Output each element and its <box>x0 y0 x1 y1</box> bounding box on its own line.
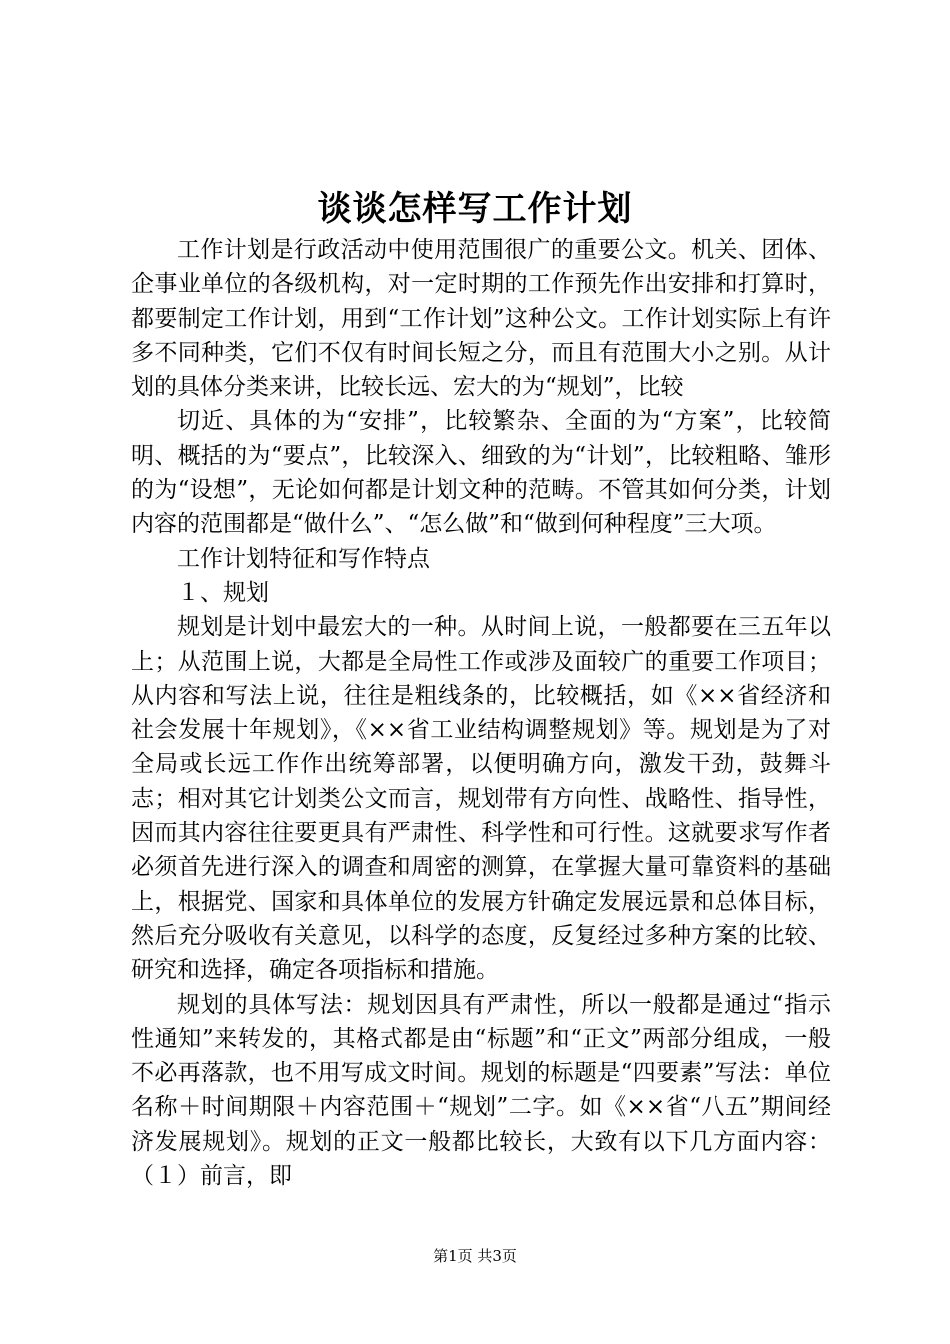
subsection-heading: １、规划 <box>177 579 269 606</box>
page-footer: 第1页 共3页 <box>433 1247 517 1265</box>
section-heading: 工作计划特征和写作特点 <box>177 545 430 572</box>
paragraph: 工作计划是行政活动中使用范围很广的重要公文。机关、团体、企事业单位的各级机构，对一定时期的工作预先作出安排和打算时，都要制定工作计划，用到“工作计划”这种公文。工作计划实际上有许多不同种类，它们不仅有时间长短之分，而且有范围大小之别。从计划的具体分类来讲，比较长远、宏大的为“规划”，比较 <box>131 237 831 401</box>
document-title: 谈谈怎样写工作计划 <box>317 189 633 229</box>
document-body <box>131 233 831 1193</box>
paragraph: 规划的具体写法：规划因具有严肃性，所以一般都是通过“指示性通知”来转发的，其格式都是由“标题”和“正文”两部分组成，一般不必再落款，也不用写成文时间。规划的标题是“四要素”写法：单位名称＋时间期限＋内容范围＋“规划”二字。如《××省“八五”期间经济发展规划》。规划的正文一般都比较长，大致有以下几方面内容：（１）前言，即 <box>131 991 831 1190</box>
paragraph: 切近、具体的为“安排”，比较繁杂、全面的为“方案”，比较简明、概括的为“要点”，比较深入、细致的为“计划”，比较粗略、雏形的为“设想”，无论如何都是计划文种的范畴。不管其如何分类，计划内容的范围都是“做什么”、“怎么做”和“做到何种程度”三大项。 <box>131 408 831 538</box>
paragraph: 规划是计划中最宏大的一种。从时间上说，一般都要在三五年以上；从范围上说，大都是全局性工作或涉及面较广的重要工作项目；从内容和写法上说，往往是粗线条的，比较概括，如《××省经济和社会发展十年规划》，《××省工业结构调整规划》等。规划是为了对全局或长远工作作出统筹部署，以便明确方向，激发干劲，鼓舞斗志；相对其它计划类公文而言，规划带有方向性、战略性、指导性，因而其内容往往要更具有严肃性、科学性和可行性。这就要求写作者必须首先进行深入的调查和周密的测算，在掌握大量可靠资料的基础上，根据党、国家和具体单位的发展方针确定发展远景和总体目标，然后充分吸收有关意见，以科学的态度，反复经过多种方案的比较、研究和选择，确定各项指标和措施。 <box>131 614 831 984</box>
